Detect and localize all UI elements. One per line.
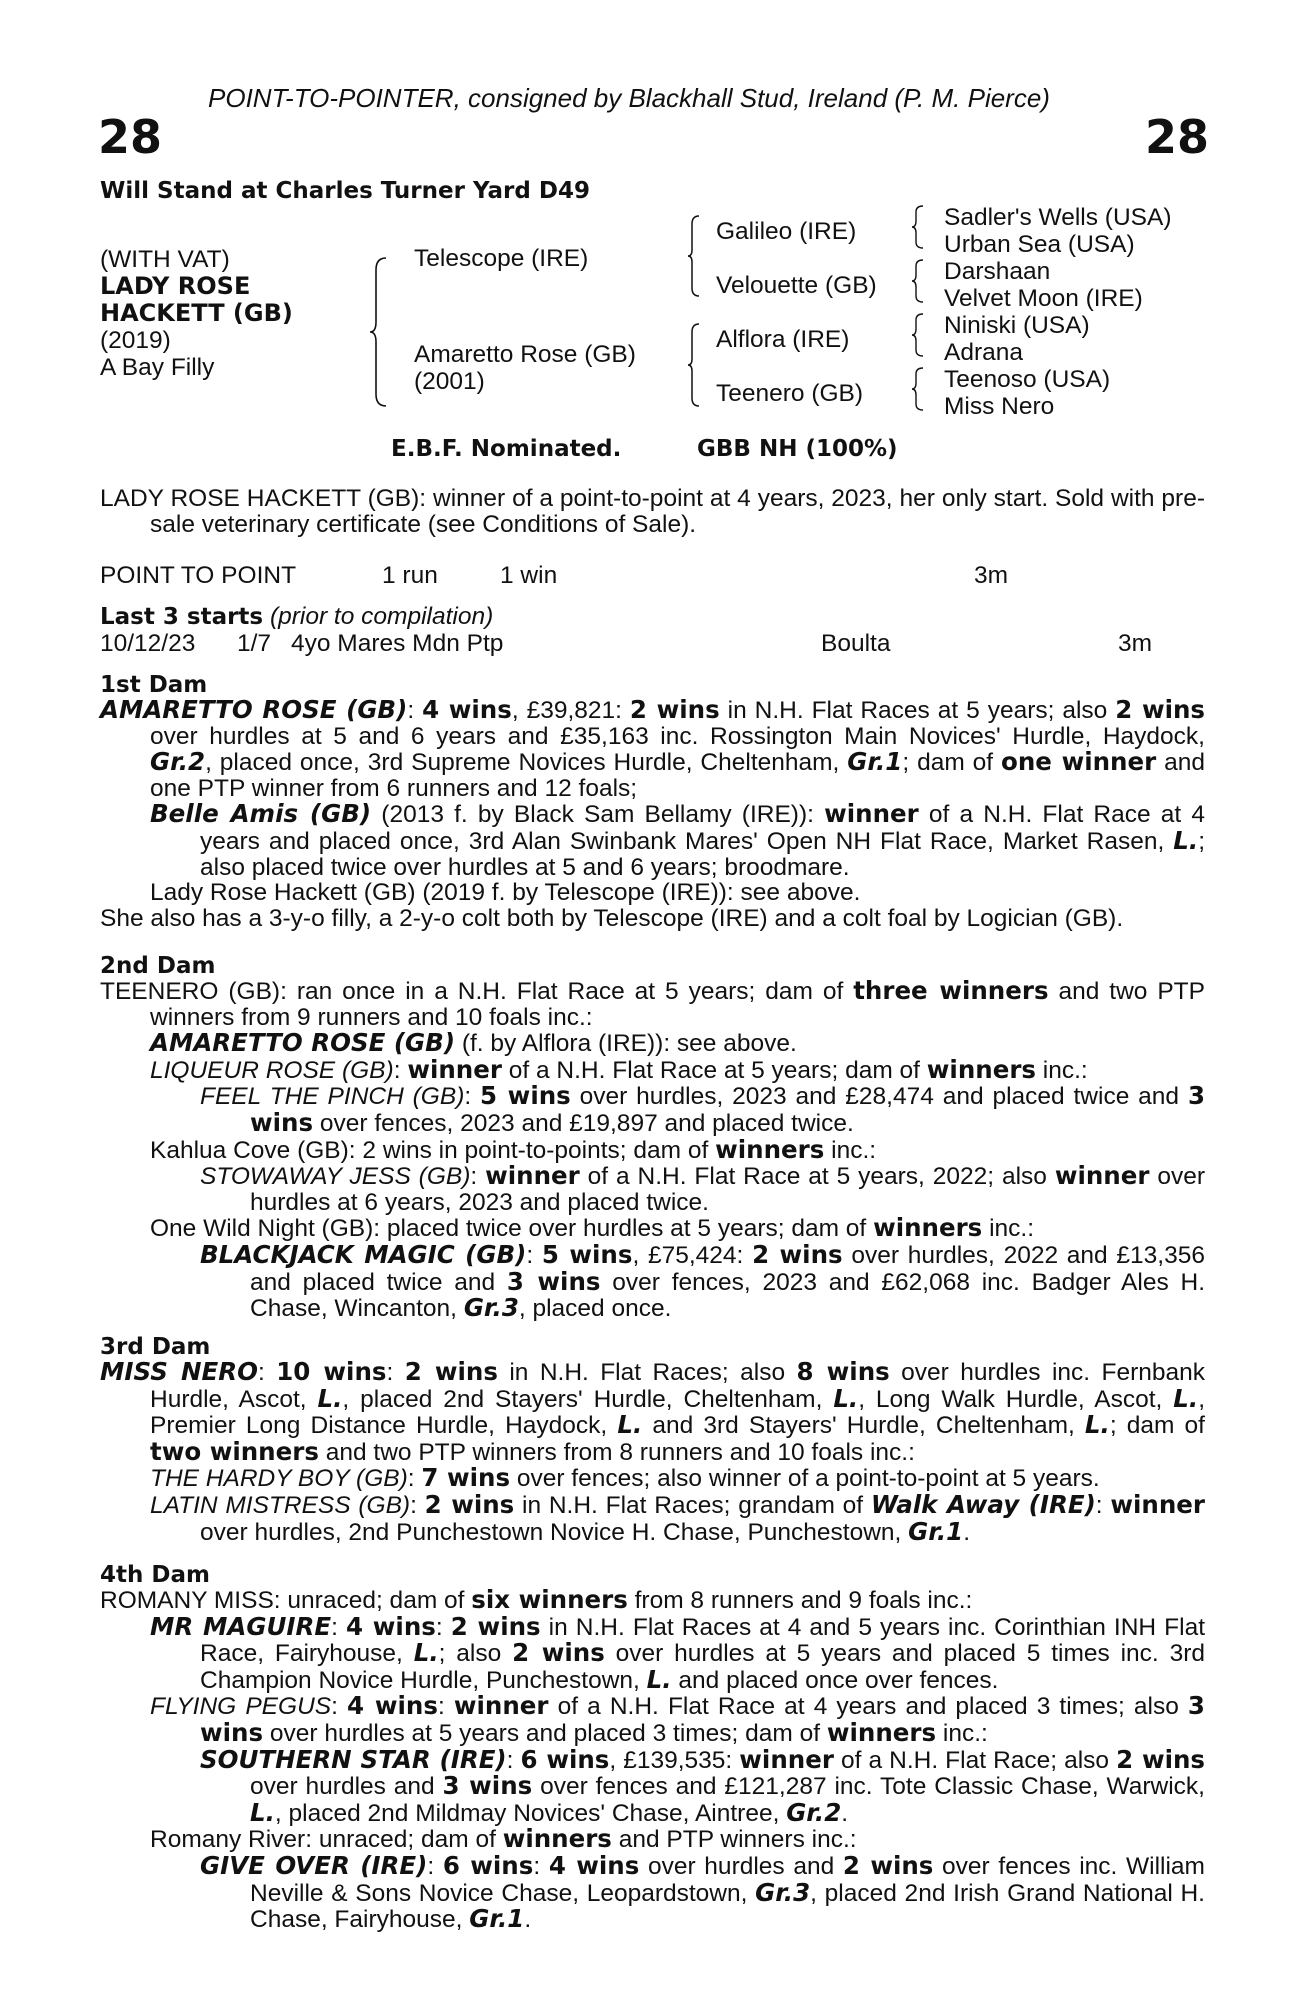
t: ; also placed twice over hurdles at 5 and 6 years; broodmare.: [200, 827, 1205, 881]
t: One Wild Night (GB): placed twice over hurdles at 5 years; dam of: [150, 1215, 874, 1243]
grade: Gr.2: [150, 747, 206, 777]
t: :: [437, 1693, 454, 1721]
t: , placed 2nd Mildmay Novices' Chase, Aintree,: [274, 1799, 787, 1827]
t: :: [464, 1083, 481, 1111]
dam2-text: [100, 978, 1205, 1030]
pedigree-dam: Amaretto Rose (GB): [414, 341, 636, 368]
t: :: [526, 1241, 542, 1269]
b: 2 wins: [629, 695, 720, 724]
t: ; dam of: [1109, 1412, 1205, 1440]
consignment-line: POINT-TO-POINTER, consigned by Blackhall Stud, Ireland (P. M. Pierce): [208, 83, 1050, 113]
t: and two PTP winners from 9 runners and 10 foals inc.:: [150, 978, 1205, 1031]
t: over fences, 2023 and £19,897 and placed twice.: [313, 1109, 854, 1137]
dam2-grand-3: [100, 1239, 1205, 1323]
dam2-offspring-3: [100, 1134, 1205, 1164]
dam2-grand-2: [100, 1163, 1205, 1215]
t: , placed 2nd Irish Grand National H. Chase, Fairyhouse,: [250, 1879, 1205, 1934]
t: of a N.H. Flat Race at 4 years and placed 3 times; also: [548, 1693, 1188, 1721]
grade: L.: [250, 1797, 275, 1827]
b: winners: [826, 1717, 937, 1747]
t: and PTP winners inc.:: [611, 1826, 857, 1854]
last-starts-heading: [100, 603, 493, 631]
record-runs: 1 run: [382, 562, 438, 589]
b: six winners: [471, 1585, 628, 1614]
offspring-name: Walk Away (IRE): [870, 1489, 1096, 1519]
pedigree-sire: Telescope (IRE): [414, 245, 589, 272]
t: over hurdles at 5 and 6 years and £35,163 inc. Rossington Main Novices' Hurdle, Haydock,: [150, 722, 1205, 750]
b: 2 wins: [1116, 1744, 1206, 1774]
offspring-name: BLACKJACK MAGIC (GB): [200, 1239, 527, 1269]
pedigree-brace-sd: [910, 258, 926, 304]
t: , Long Walk Hurdle, Ascot,: [858, 1385, 1174, 1413]
t: and two PTP winners from 8 runners and 10 foals inc.:: [318, 1438, 915, 1466]
t: of a N.H. Flat Race at 5 years; dam of: [501, 1056, 927, 1084]
b: winner: [407, 1054, 502, 1084]
grade: Gr.3: [463, 1293, 519, 1323]
t: , placed 2nd Stayers' Hurdle, Cheltenham,: [342, 1385, 834, 1413]
last-starts-note: (prior to compilation): [269, 603, 494, 630]
dam4-offspring-2: [100, 1693, 1205, 1746]
offspring-name: LIQUEUR ROSE (GB): [150, 1056, 394, 1084]
t: over fences and £121,287 inc. Tote Classic Chase, Warwick,: [532, 1773, 1205, 1801]
pedigree-dam-dam: Teenero (GB): [716, 380, 864, 407]
t: , £139,535:: [609, 1746, 740, 1774]
pedigree-dam-year: (2001): [414, 368, 485, 395]
lot-number-right: 28: [1145, 110, 1210, 164]
offspring-name: AMARETTO ROSE (GB): [150, 1028, 456, 1058]
pedigree-brace-dam: [686, 322, 702, 408]
t: ROMANY MISS: unraced; dam of: [100, 1587, 472, 1614]
record-label: POINT TO POINT: [100, 562, 297, 589]
start-date: 10/12/23: [100, 630, 196, 657]
t: :: [393, 1056, 408, 1084]
t: :: [470, 1163, 486, 1191]
t: of a N.H. Flat Race at 5 years, 2022; also: [579, 1163, 1055, 1191]
record-wins: 1 win: [500, 562, 558, 589]
offspring-name: LATIN MISTRESS (GB): [150, 1491, 411, 1519]
dam1-offspring-2: Lady Rose Hackett (GB) (2019 f. by Telescope (IRE)): see above.: [150, 879, 861, 907]
b: 3 wins: [506, 1266, 601, 1296]
pedigree-ddd: Miss Nero: [944, 393, 1055, 420]
t: :: [407, 1465, 422, 1493]
t: over hurdles, 2022 and £13,356 and placed twice and: [250, 1241, 1205, 1296]
dam4-section: [100, 1587, 1205, 1933]
t: , placed once, 3rd Supreme Novices Hurdle, Cheltenham,: [205, 749, 848, 777]
horse-name-line1: LADY ROSE: [100, 272, 251, 300]
b: 7 wins: [421, 1463, 511, 1493]
dam1-heading: 1st Dam: [100, 672, 208, 698]
b: 4 wins: [422, 695, 512, 724]
t: over fences; also winner of a point-to-point at 5 years.: [510, 1465, 1100, 1493]
offspring-name: FEEL THE PINCH (GB): [200, 1083, 465, 1111]
horse-description: A Bay Filly: [100, 354, 215, 381]
horse-year: (2019): [100, 327, 171, 354]
b: 10 wins: [276, 1357, 387, 1386]
b: 6 wins: [520, 1744, 610, 1774]
dam1-also: She also has a 3-y-o filly, a 2-y-o colt both by Telescope (IRE) and a colt foal by Logician (GB).: [100, 904, 1124, 932]
dam4-grand-1: [100, 1744, 1206, 1827]
b: 2 wins: [842, 1850, 934, 1880]
pedigree-ssd: Urban Sea (USA): [944, 231, 1135, 258]
t: TEENERO (GB): ran once in a N.H. Flat Race at 5 years; dam of: [100, 978, 854, 1005]
t: Kahlua Cove (GB): 2 wins in point-to-points; dam of: [150, 1136, 716, 1164]
t: , placed once.: [518, 1295, 672, 1323]
dam3-name: MISS NERO: [100, 1357, 258, 1386]
t: in N.H. Flat Races; also: [497, 1359, 797, 1386]
stand-location: Will Stand at Charles Turner Yard D49: [100, 178, 590, 204]
b: 4 wins: [548, 1850, 640, 1880]
t: ; also: [438, 1640, 513, 1668]
b: winner: [739, 1744, 834, 1774]
dam4-heading: 4th Dam: [100, 1562, 210, 1588]
offspring-name: Belle Amis (GB): [150, 799, 372, 829]
record-distance: 3m: [974, 562, 1009, 589]
t: :: [410, 1491, 425, 1519]
t: inc.:: [1035, 1056, 1088, 1084]
t: from 8 runners and 9 foals inc.:: [627, 1587, 973, 1614]
t: of a N.H. Flat Race; also: [833, 1746, 1117, 1774]
t: .: [841, 1799, 849, 1827]
b: 2 wins: [1115, 695, 1206, 724]
t: , £39,821:: [511, 697, 630, 724]
summary-text: LADY ROSE HACKETT (GB): winner of a point-to-point at 4 years, 2023, her only start. Sold with pre-sale veterinary certificate (see Conditions of Sale).: [100, 485, 1205, 538]
b: winners: [873, 1213, 983, 1243]
t: , Premier Long Distance Hurdle, Haydock,: [150, 1385, 1205, 1440]
t: :: [435, 1613, 451, 1641]
ebf-badge: E.B.F. Nominated.: [391, 436, 622, 462]
pedigree-brace-ss: [910, 204, 926, 250]
t: inc.:: [982, 1215, 1035, 1243]
t: over hurdles at 5 years and placed 5 times inc. 3rd Champion Novice Hurdle, Punchestown,: [200, 1640, 1205, 1694]
b: 2 wins: [752, 1239, 843, 1269]
b: winner: [824, 799, 919, 829]
offspring-name: FLYING PEGUS: [150, 1693, 332, 1721]
t: inc.:: [824, 1136, 877, 1164]
dam1-name: AMARETTO ROSE (GB): [100, 695, 408, 724]
dam3-offspring-2: [100, 1489, 1205, 1546]
dam2-heading: 2nd Dam: [100, 953, 216, 979]
pedigree-dds: Teenoso (USA): [944, 366, 1111, 393]
t: :: [331, 1613, 346, 1641]
pedigree-sdd: Velvet Moon (IRE): [944, 285, 1143, 312]
t: Romany River: unraced; dam of: [150, 1826, 503, 1854]
t: (2013 f. by Black Sam Bellamy (IRE)):: [371, 801, 825, 829]
dam4-offspring-1: [100, 1611, 1206, 1694]
grade: L.: [1173, 1383, 1199, 1413]
pedigree-brace-sire: [686, 214, 702, 298]
b: 8 wins: [796, 1357, 890, 1386]
dam4-grand-2: [100, 1850, 1205, 1934]
pedigree-brace-ds: [910, 312, 926, 358]
start-distance: 3m: [1118, 630, 1153, 657]
dam2-offspring-1: [100, 1030, 1205, 1057]
pedigree-brace-main: [368, 256, 390, 408]
pedigree-sss: Sadler's Wells (USA): [944, 204, 1172, 231]
offspring-name: SOUTHERN STAR (IRE): [200, 1744, 507, 1774]
dam1-section: [100, 697, 1205, 931]
grade: L.: [833, 1383, 859, 1413]
b: winners: [715, 1134, 825, 1164]
t: and placed once over fences.: [671, 1666, 999, 1694]
vat-note: (WITH VAT): [100, 246, 230, 273]
grade: L.: [646, 1664, 672, 1694]
grade: Gr.1: [908, 1516, 964, 1546]
t: in N.H. Flat Races; grandam of: [514, 1491, 871, 1519]
horse-name-line2: HACKETT (GB): [100, 299, 293, 327]
dam4-offspring-3: [100, 1826, 1205, 1853]
t: :: [407, 697, 423, 724]
start-race: 4yo Mares Mdn Ptp: [291, 630, 504, 657]
dam4-text: [100, 1587, 1205, 1614]
dam2-grand-1: [100, 1083, 1205, 1136]
t: :: [386, 1359, 405, 1386]
b: 5 wins: [541, 1239, 633, 1269]
t: .: [963, 1518, 971, 1546]
t: over fences, 2023 and £62,068 inc. Badger Ales H. Chase, Wincanton,: [250, 1268, 1205, 1323]
t: and one PTP winner from 6 runners and 12 foals;: [150, 749, 1205, 802]
offspring-name: STOWAWAY JESS (GB): [200, 1163, 471, 1191]
t: over hurdles inc. Fernbank Hurdle, Ascot,: [150, 1359, 1205, 1413]
b: two winners: [150, 1436, 319, 1466]
b: 3 wins: [200, 1691, 1205, 1747]
pedigree-sds: Darshaan: [944, 258, 1051, 285]
t: :: [257, 1359, 277, 1386]
dam2-offspring-2: [100, 1054, 1205, 1084]
b: winner: [1054, 1161, 1150, 1191]
b: 3 wins: [250, 1081, 1205, 1137]
b: winner: [1110, 1489, 1205, 1519]
t: in N.H. Flat Races at 5 years; also: [719, 697, 1116, 724]
b: 4 wins: [345, 1611, 436, 1641]
last-starts-title: Last 3 starts: [100, 604, 264, 630]
b: three winners: [853, 976, 1049, 1005]
t: (f. by Alflora (IRE)): see above.: [455, 1030, 797, 1058]
pedigree-dam-sire: Alflora (IRE): [716, 326, 850, 353]
t: :: [1095, 1491, 1111, 1519]
dam3-section: [100, 1359, 1205, 1545]
pedigree-brace-dd: [910, 366, 926, 412]
t: over hurdles at 5 years and placed 3 times; dam of: [263, 1719, 827, 1747]
grade: L.: [617, 1410, 643, 1440]
grade: L.: [1173, 825, 1199, 855]
t: over hurdles and: [250, 1773, 443, 1801]
offspring-name: THE HARDY BOY (GB): [150, 1465, 408, 1493]
grade: Gr.1: [847, 747, 903, 777]
summary: [100, 486, 1205, 537]
t: over hurdles, 2023 and £28,474 and placed twice and: [570, 1083, 1188, 1111]
dam2-offspring-4: [100, 1215, 1205, 1242]
b: 2 wins: [512, 1638, 605, 1668]
grade: L.: [413, 1638, 439, 1668]
b: 3 wins: [442, 1771, 533, 1801]
b: winners: [502, 1824, 612, 1854]
b: winner: [485, 1161, 580, 1191]
dam1-offspring-1: [100, 801, 1205, 880]
t: in N.H. Flat Races at 4 and 5 years inc. Corinthian INH Flat Race, Fairyhouse,: [200, 1613, 1206, 1668]
t: :: [331, 1693, 348, 1721]
offspring-name: GIVE OVER (IRE): [200, 1850, 428, 1880]
t: :: [533, 1852, 549, 1880]
pedigree-dss: Niniski (USA): [944, 312, 1090, 339]
t: inc.:: [936, 1719, 988, 1747]
pedigree-sire-sire: Galileo (IRE): [716, 218, 857, 245]
t: , £75,424:: [632, 1241, 753, 1269]
dam1-text: [100, 697, 1205, 801]
pedigree-sire-dam: Velouette (GB): [716, 272, 877, 299]
dam3-offspring-1: [100, 1465, 1205, 1492]
t: and 3rd Stayers' Hurdle, Cheltenham,: [642, 1412, 1085, 1440]
grade: Gr.1: [469, 1904, 525, 1934]
b: winner: [453, 1691, 549, 1721]
b: winners: [926, 1054, 1036, 1084]
grade: Gr.2: [786, 1797, 842, 1827]
offspring-name: MR MAGUIRE: [150, 1611, 332, 1641]
b: 4 wins: [347, 1691, 438, 1721]
b: one winner: [1001, 747, 1157, 777]
lot-number-left: 28: [98, 110, 163, 164]
b: 5 wins: [480, 1081, 571, 1111]
t: over hurdles and: [639, 1852, 843, 1880]
dam3-heading: 3rd Dam: [100, 1334, 211, 1360]
t: .: [524, 1906, 532, 1934]
dam3-text: [100, 1359, 1205, 1465]
grade: L.: [317, 1383, 343, 1413]
grade: Gr.3: [755, 1877, 811, 1907]
b: 6 wins: [442, 1850, 534, 1880]
t: :: [506, 1746, 521, 1774]
t: ; dam of: [902, 749, 1002, 777]
b: 2 wins: [404, 1357, 498, 1386]
b: 2 wins: [450, 1611, 541, 1641]
pedigree-dsd: Adrana: [944, 339, 1024, 366]
t: :: [427, 1852, 443, 1880]
b: 2 wins: [424, 1489, 515, 1519]
dam2-section: [100, 978, 1205, 1322]
grade: L.: [1084, 1410, 1110, 1440]
t: of a N.H. Flat Race at 4 years and placed once, 3rd Alan Swinbank Mares' Open NH Flat Race, Market Rasen,: [200, 801, 1205, 855]
t: over hurdles, 2nd Punchestown Novice H. Chase, Punchestown,: [200, 1518, 909, 1546]
gbb-badge: GBB NH (100%): [697, 436, 898, 462]
start-position: 1/7: [237, 630, 272, 657]
t: over hurdles at 6 years, 2023 and placed twice.: [250, 1163, 1206, 1216]
t: over fences inc. William Neville & Sons Novice Chase, Leopardstown,: [250, 1852, 1205, 1907]
start-course: Boulta: [821, 630, 891, 657]
